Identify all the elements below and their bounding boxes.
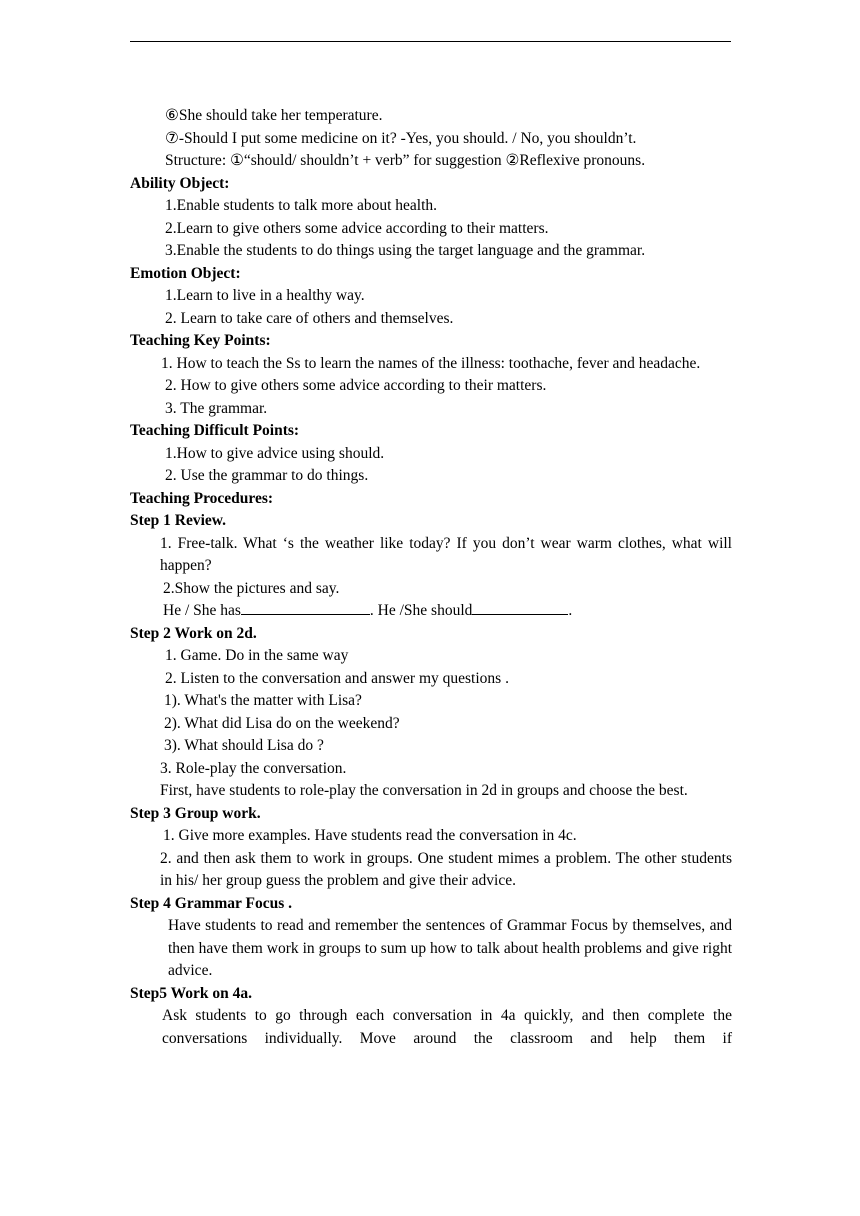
text-line: 2). What did Lisa do on the weekend? — [164, 714, 400, 732]
text-line: 1. Game. Do in the same way — [165, 647, 349, 664]
text-line: 2.Learn to give others some advice according to their matters. — [165, 219, 549, 237]
text-paragraph: Ask students to go through each conversation in 4a quickly, and then complete the conversations individually. Move around the classroom and help them if — [162, 1007, 732, 1047]
text-paragraph: 2. and then ask them to work in groups. One student mimes a problem. The other students in his/ her group guess the problem and give their advice. — [160, 849, 732, 889]
answer-blank — [472, 600, 568, 615]
section-heading-emotion: Emotion Object: — [130, 264, 241, 282]
step-heading-1: Step 1 Review. — [130, 512, 227, 529]
text-line: 1). What's the matter with Lisa? — [164, 692, 362, 709]
text-paragraph: First, have students to role-play the conversation in 2d in groups and choose the best. — [160, 782, 688, 799]
fill-in-middle: . He /She should — [369, 602, 473, 619]
text-line: 1.Enable students to talk more about health. — [165, 197, 438, 214]
text-line: 2.Show the pictures and say. — [163, 579, 340, 597]
text-line: 2. Listen to the conversation and answer my questions . — [165, 669, 509, 687]
text-line: 3. Role-play the conversation. — [160, 759, 347, 777]
fill-in-line — [130, 600, 732, 623]
text-paragraph: Have students to read and remember the sentences of Grammar Focus by themselves, and then have them work in groups to sum up how to talk about health problems and give right advice. — [168, 917, 732, 979]
step-heading-4: Step 4 Grammar Focus . — [130, 894, 293, 912]
text-paragraph: 1. Free-talk. What ‘s the weather like today? If you don’t wear warm clothes, what will happen? — [160, 534, 732, 574]
section-heading-procedures: Teaching Procedures: — [130, 489, 274, 507]
text-line: 3). What should Lisa do ? — [164, 737, 324, 754]
section-heading-key-points: Teaching Key Points: — [130, 332, 271, 349]
text-line: ⑥She should take her temperature. — [165, 107, 383, 124]
text-line: 3. The grammar. — [165, 399, 268, 417]
text-line: 1. Give more examples. Have students read the conversation in 4c. — [163, 827, 577, 844]
step-heading-5: Step5 Work on 4a. — [130, 984, 253, 1002]
document-body — [130, 105, 732, 1050]
text-line: Structure: ①“should/ shouldn’t + verb” for suggestion ②Reflexive pronouns. — [165, 152, 646, 169]
step-heading-3: Step 3 Group work. — [130, 804, 261, 822]
answer-blank — [241, 600, 370, 615]
step-heading-2: Step 2 Work on 2d. — [130, 624, 257, 642]
text-paragraph: 1. How to teach the Ss to learn the names of the illness: toothache, fever and headache. — [161, 354, 701, 372]
text-line: 3.Enable the students to do things using the target language and the grammar. — [165, 242, 646, 259]
text-line: 1.How to give advice using should. — [165, 444, 385, 462]
text-line: 2. Use the grammar to do things. — [165, 467, 369, 484]
text-line: 1.Learn to live in a healthy way. — [165, 287, 365, 304]
section-heading-ability: Ability Object: — [130, 174, 230, 192]
header-rule — [130, 41, 731, 42]
text-line: ⑦-Should I put some medicine on it? -Yes, you should. / No, you shouldn’t. — [165, 129, 637, 147]
text-line: 2. Learn to take care of others and themselves. — [165, 309, 454, 327]
text-line: 2. How to give others some advice according to their matters. — [165, 377, 547, 394]
fill-in-suffix: . — [568, 602, 573, 619]
section-heading-difficult-points: Teaching Difficult Points: — [130, 422, 300, 439]
fill-in-prefix: He / She has — [163, 602, 241, 619]
